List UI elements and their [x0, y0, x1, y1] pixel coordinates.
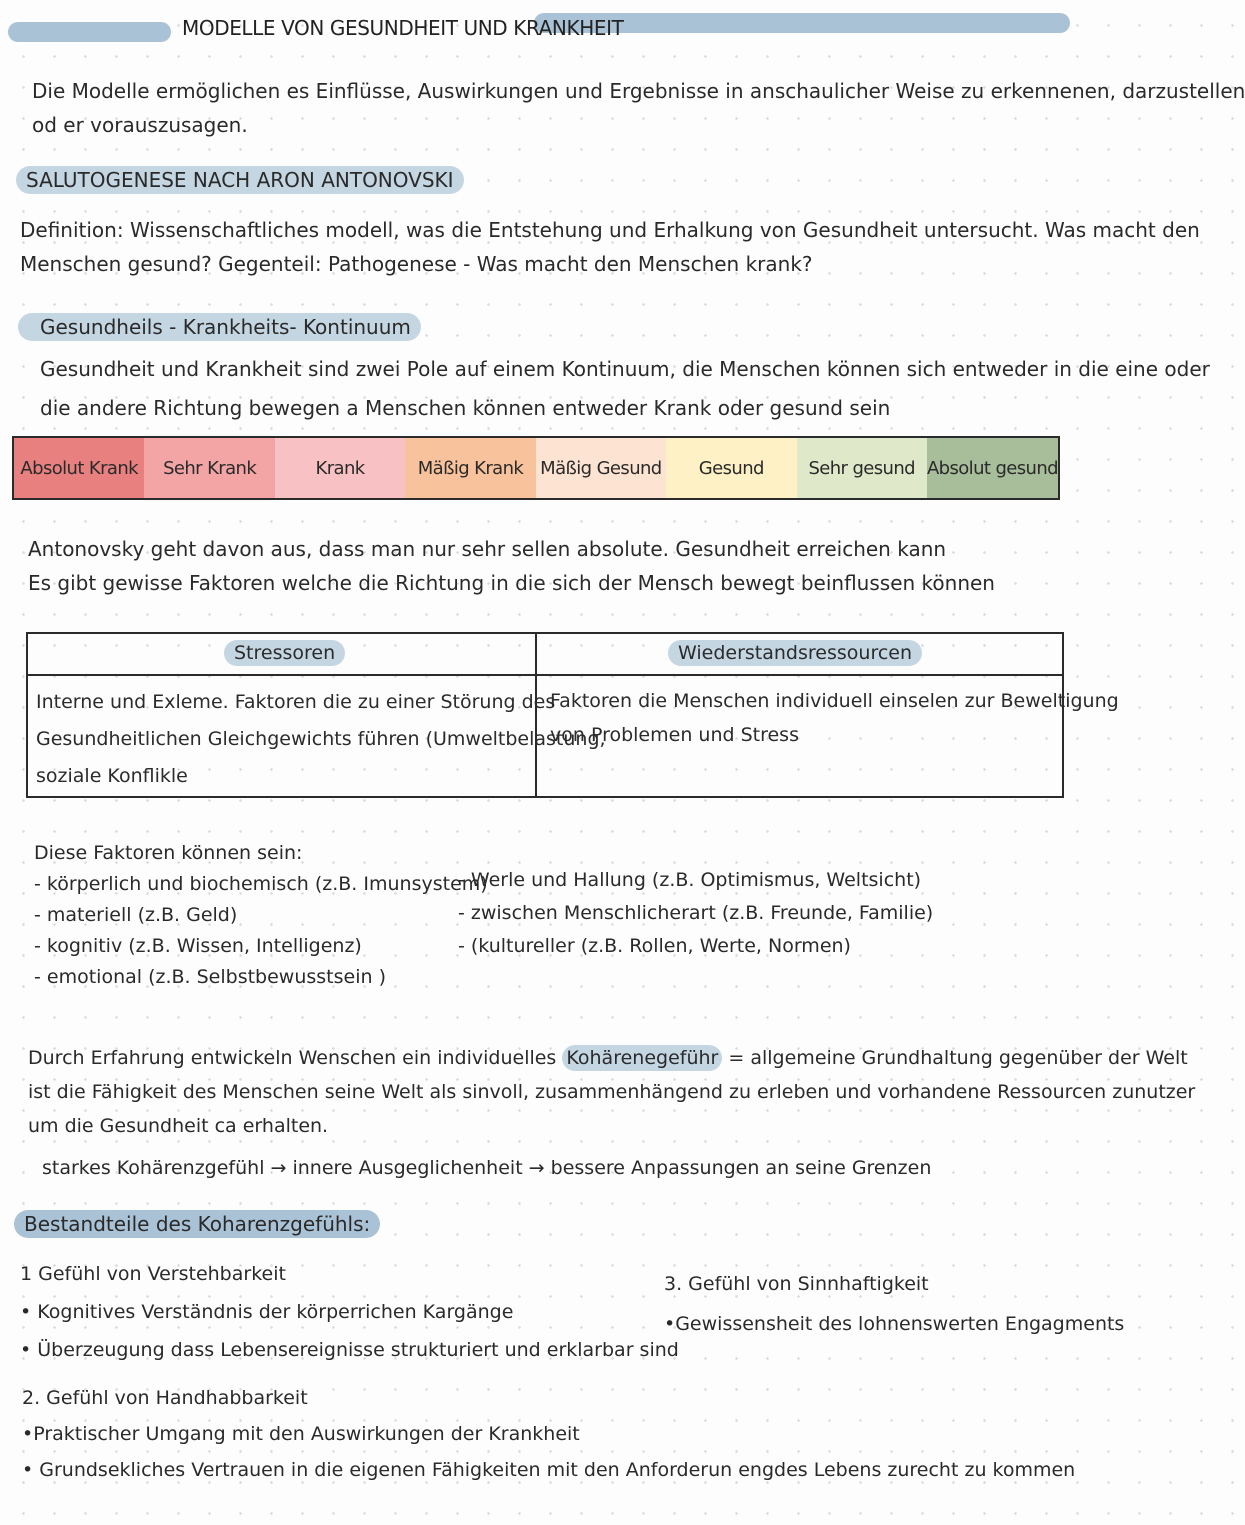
- health-continuum-scale: [12, 436, 1060, 500]
- list-item: - Werle und Hallung (z.B. Optimismus, Weltsicht): [458, 869, 922, 891]
- continuum-segment: Krank: [275, 438, 405, 498]
- list-item: - (kultureller (z.B. Rollen, Werte, Normen): [458, 935, 851, 957]
- definition-line-1: Definition: Wissenschaftliches modell, was die Entstehung und Erhalkung von Gesundheit untersucht. Was macht den: [20, 218, 1200, 242]
- table-header-ressourcen: Wiederstandsressourcen: [668, 642, 922, 664]
- definition-line-2: Menschen gesund? Gegenteil: Pathogenese - Was macht den Menschen krank?: [20, 252, 813, 276]
- list-item: - körperlich und biochemisch (z.B. Imunsystem): [34, 873, 488, 895]
- coherence-chain: starkes Kohärenzgefühl → innere Ausgeglichenheit → bessere Anpassungen an seine Grenzen: [42, 1157, 932, 1179]
- continuum-segment: Absolut gesund: [927, 438, 1058, 498]
- antonovsky-line-1: Antonovsky geht davon aus, dass man nur sehr sellen absolute. Gesundheit erreichen kann: [28, 537, 947, 561]
- component-2: [22, 1380, 1075, 1488]
- coherence-line-3: um die Gesundheit ca erhalten.: [28, 1115, 329, 1137]
- factors-table: [26, 632, 1119, 798]
- list-item: • Überzeugung dass Lebensereignisse strukturiert und erklarbar sind: [20, 1339, 679, 1361]
- list-item: •Gewissensheit des lohnenswerten Engagments: [664, 1313, 1125, 1335]
- list-item: - zwischen Menschlicherart (z.B. Freunde, Familie): [458, 902, 934, 924]
- continuum-text-line-2: die andere Richtung bewegen a Menschen können entweder Krank oder gesund sein: [40, 396, 891, 420]
- table-cell-ressourcen: [550, 684, 1119, 752]
- continuum-segment: Sehr gesund: [797, 438, 927, 498]
- component-1-title: 1 Gefühl von Verstehbarkeit: [20, 1263, 286, 1285]
- intro-line-2: od er vorauszusagen.: [32, 113, 248, 137]
- table-cell-line: Gesundheitlichen Gleichgewichts führen (Umweltbelastung,: [36, 728, 606, 750]
- continuum-segment: Mäßig Gesund: [536, 438, 666, 498]
- component-3-title: 3. Gefühl von Sinnhaftigkeit: [664, 1273, 929, 1295]
- title-decoration-left: [8, 22, 171, 42]
- list-item: • Kognitives Verständnis der körperrichen Kargänge: [20, 1301, 514, 1323]
- continuum-heading-text: Gesundheils - Krankheits- Kontinuum: [18, 313, 421, 341]
- table-cell-line: soziale Konflikle: [36, 765, 188, 787]
- list-item: •Praktischer Umgang mit den Auswirkungen der Krankheit: [22, 1423, 580, 1445]
- factors-left-list: [34, 869, 488, 993]
- intro-line-1: Die Modelle ermöglichen es Einflüsse, Auswirkungen und Ergebnisse in anschaulicher Weise zu erkennenen, darzustellen: [32, 79, 1245, 103]
- coherence-text: Durch Erfahrung entwickeln Wenschen ein individuelles: [28, 1047, 563, 1069]
- page-title: MODELLE VON GESUNDHEIT UND KRANKHEIT: [182, 16, 624, 40]
- components-heading-text: Bestandteile des Koharenzgefühls:: [14, 1210, 380, 1238]
- list-item: - emotional (z.B. Selbstbewusstsein ): [34, 966, 386, 988]
- list-item: - kognitiv (z.B. Wissen, Intelligenz): [34, 935, 362, 957]
- list-item: • Grundsekliches Vertrauen in die eigenen Fähigkeiten mit den Anforderun engdes Lebens zurecht zu kommen: [22, 1459, 1076, 1481]
- component-1: [20, 1255, 679, 1369]
- coherence-line-1: [28, 1041, 1188, 1075]
- coherence-line-2: ist die Fähigkeit des Menschen seine Welt als sinvoll, zusammenhängend zu erleben und vorhandene Ressourcen zunutzer: [28, 1081, 1196, 1103]
- component-3: [664, 1264, 1124, 1344]
- antonovsky-line-2: Es gibt gewisse Faktoren welche die Richtung in die sich der Mensch bewegt beinflussen können: [28, 571, 995, 595]
- table-cell-stressoren: [36, 684, 606, 795]
- factors-intro: Diese Faktoren können sein:: [34, 842, 303, 864]
- continuum-segment: Gesund: [666, 438, 796, 498]
- coherence-text: = allgemeine Grundhaltung gegenüber der Welt: [722, 1047, 1188, 1069]
- table-cell-line: Interne und Exleme. Faktoren die zu einer Störung des: [36, 691, 556, 713]
- continuum-heading: [18, 315, 421, 339]
- continuum-segment: Absolut Krank: [14, 438, 144, 498]
- list-item: - materiell (z.B. Geld): [34, 904, 238, 926]
- continuum-segment: Mäßig Krank: [405, 438, 535, 498]
- continuum-segment: Sehr Krank: [144, 438, 274, 498]
- section-heading: [16, 168, 464, 192]
- continuum-text-line-1: Gesundheit und Krankheit sind zwei Pole auf einem Kontinuum, die Menschen können sich entweder in die eine oder: [40, 357, 1210, 381]
- section-heading-text: SALUTOGENESE NACH ARON ANTONOVSKI: [16, 166, 464, 194]
- table-cell-line: von Problemen und Stress: [550, 724, 799, 746]
- factors-right-list: [458, 864, 933, 963]
- coherence-term: Kohärenegeführ: [562, 1045, 722, 1071]
- table-header-stressoren: Stressoren: [224, 642, 345, 664]
- table-cell-line: Faktoren die Menschen individuell einselen zur Beweltigung: [550, 690, 1119, 712]
- component-2-title: 2. Gefühl von Handhabbarkeit: [22, 1387, 308, 1409]
- components-heading: [14, 1212, 380, 1236]
